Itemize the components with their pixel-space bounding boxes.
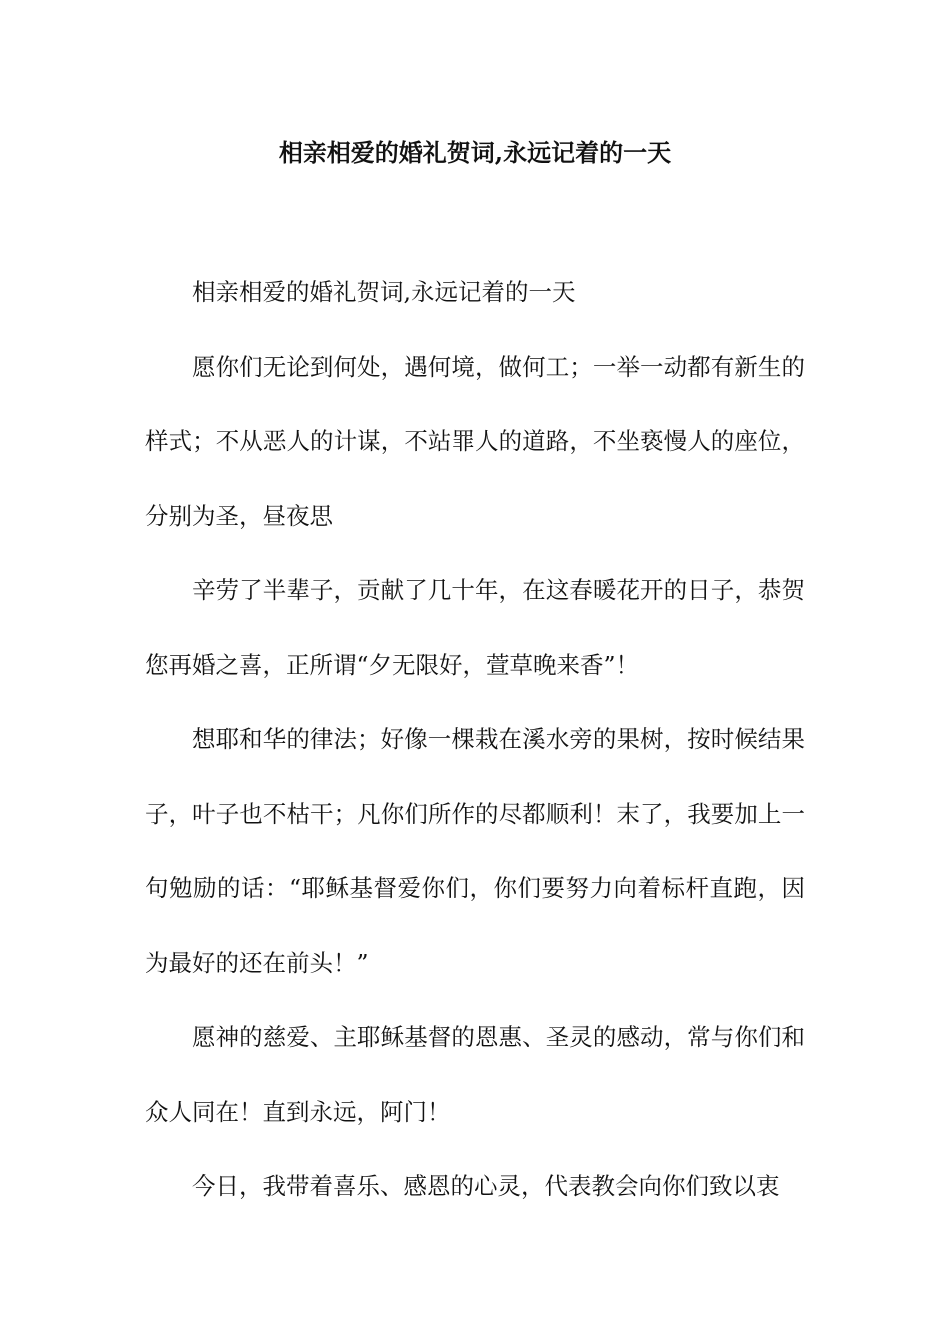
paragraph: 相亲相爱的婚礼贺词,永远记着的一天 [192,278,576,306]
paragraph: 愿你们无论到何处，遇何境，做何工；一举一动都有新生的样式；不从恶人的计谋，不站罪人的道路，不坐亵慢人的座位，分别为圣，昼夜思 [145,352,805,530]
document-body [145,255,805,1224]
paragraph: 辛劳了半辈子，贡献了几十年，在这春暖花开的日子，恭贺您再婚之喜，正所谓“夕无限好，萱草晚来香”！ [145,576,805,679]
document-title: 相亲相爱的婚礼贺词,永远记着的一天 [278,138,672,167]
paragraph: 想耶和华的律法；好像一棵栽在溪水旁的果树，按时候结果子，叶子也不枯干；凡你们所作的尽都顺利！末了，我要加上一句勉励的话：“耶稣基督爱你们，你们要努力向着标杆直跑，因为最好的还在前头！” [145,725,805,977]
paragraph: 愿神的慈爱、主耶稣基督的恩惠、圣灵的感动，常与你们和众人同在！直到永远，阿门！ [145,1023,805,1126]
paragraph: 今日，我带着喜乐、感恩的心灵，代表教会向你们致以衷 [192,1172,780,1200]
